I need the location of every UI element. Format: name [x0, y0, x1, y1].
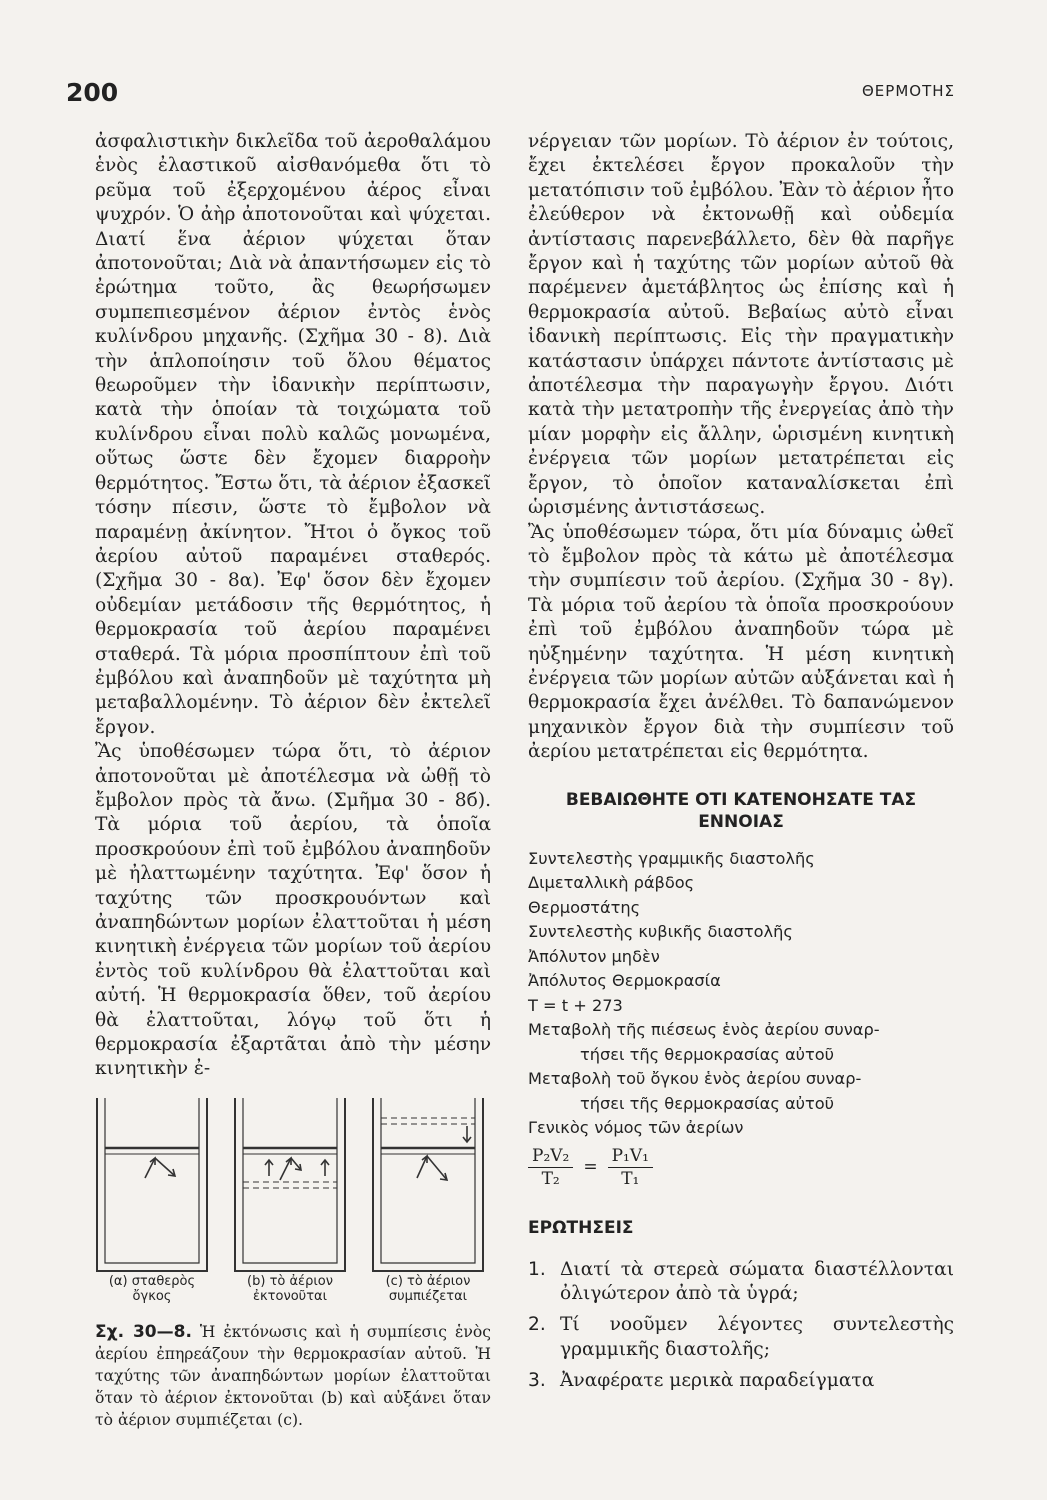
concept-item: Διμεταλλικὴ ράβδος	[528, 873, 695, 893]
questions-list	[528, 1258, 954, 1394]
question-item: 1. Διατί τὰ στερεὰ σώματα διαστέλλονται ὀλιγώτερον ἀπὸ τὰ ὑγρά;	[528, 1258, 954, 1305]
figure-number: Σχ. 30—8.	[95, 1321, 192, 1342]
cylinder-diagram	[95, 1096, 491, 1276]
concept-item: Συντελεστὴς γραμμικῆς διαστολῆς	[528, 848, 815, 868]
formula-equals: =	[583, 1156, 598, 1177]
figure-caption-text: Ἡ ἐκτόνωσις καὶ ἡ συμπίεσις ἑνὸς ἀερίου ἐπηρεάζουν τὴν θερμοκρασίαν αὐτοῦ. Ἡ ταχύτης τῶν ἀναπηδώντων μορίων ἐλαττοῦται ὅταν τὸ ἀέριον ἐκτονοῦται (b) καὶ αὐξάνει ὅταν τὸ ἀέριον συμπιέζεται (c).	[95, 1322, 491, 1429]
running-head: ΘΕΡΜΟΤΗΣ	[862, 82, 955, 100]
left-column	[95, 130, 491, 1431]
gas-law-formula	[528, 1145, 954, 1190]
concepts-title: ΒΕΒΑΙΩΘΗΤΕ ΟΤΙ ΚΑΤΕΝΟΗΣΑΤΕ ΤΑΣ ΕΝΝΟΙΑΣ	[565, 789, 917, 832]
figure-30-8	[95, 1096, 491, 1304]
concept-item: Μεταβολὴ τῆς πιέσεως ἑνὸς ἀερίου συναρ- τήσει τῆς θερμοκρασίας αὐτοῦ	[528, 1020, 880, 1064]
right-column	[528, 130, 954, 1400]
questions-title: ΕΡΩΤΗΣΕΙΣ	[528, 1217, 634, 1238]
concept-item: Θερμοστάτης	[528, 897, 641, 917]
question-item: 2. Τί νοοῦμεν λέγοντες συντελεστὴς γραμμικῆς διαστολῆς;	[528, 1314, 954, 1360]
concept-item: Ἀπόλυτον μηδὲν	[528, 946, 660, 966]
concept-item: Μεταβολὴ τοῦ ὄγκου ἑνὸς ἀερίου συναρ- τήσει τῆς θερμοκρασίας αὐτοῦ	[528, 1069, 862, 1113]
concept-item: Συντελεστὴς κυβικῆς διαστολῆς	[528, 922, 793, 942]
right-body-text: νέργειαν τῶν μορίων. Τὸ ἀέριον ἐν τούτοις, ἔχει ἐκτελέσει ἔργον προκαλοῦν τὴν μετατόπισιν τοῦ ἐμβόλου. Ἐὰν τὸ ἀέριον ἦτο ἐλεύθερον νὰ ἐκτονωθῇ καὶ οὐδεμία ἀντίστασις παρενεβάλλετο, δὲν θὰ παρῆγε ἔργον καὶ ἡ ταχύτης τῶν μορίων αὐτοῦ θὰ παρέμενεν ἀμετάβλητος ὡς ἐπίσης καὶ ἡ θερμοκρασία αὐτοῦ. Βεβαίως αὐτὸ εἶναι ἰδανικὴ περίπτωσις. Εἰς τὴν πραγματικὴν κατάστασιν ὑπάρχει πάντοτε ἀντίστασις μὲ ἀποτέλεσμα τὴν παραγωγὴν ἔργου. Διότι κατὰ τὴν μετατροπὴν τῆς ἐνεργείας ἀπὸ τὴν μίαν μορφὴν εἰς ἄλλην, ὡρισμένη κινητικὴ ἐνέργεια τῶν μορίων μετατρέπεται εἰς ἔργον, τὸ ὁποῖον καταναλίσκεται ἐπὶ ὡρισμένης ἀντιστάσεως. Ἂς ὑποθέσωμεν τώρα, ὅτι μία δύναμις ὠθεῖ τὸ ἔμβολον πρὸς τὰ κάτω μὲ ἀποτέλεσμα τὴν συμπίεσιν τοῦ ἀερίου. (Σχῆμα 30 - 8γ). Τὰ μόρια τοῦ ἀερίου τὰ ὁποῖα προσκρούουν ἐπὶ τοῦ ἐμβόλου ἀναπηδοῦν τώρα μὲ ηὐξημένην ταχύτητα. Ἡ μέση κινητικὴ ἐνέργεια τῶν μορίων αὐτῶν αὐξάνεται καὶ ἡ θερμοκρασία ἔχει ἀνέλθει. Τὸ δαπανώμενον μηχανικὸν ἔργον διὰ τὴν συμπίεσιν τοῦ ἀερίου μετατρέπεται εἰς θερμότητα.	[528, 131, 955, 763]
formula-rhs: $\frac{\text{P₁V₁}}{\text{T₁}}$	[608, 1145, 653, 1190]
page-number: 200	[66, 78, 119, 107]
concepts-list	[528, 847, 954, 1190]
left-body-text: ἀσφαλιστικὴν δικλεῖδα τοῦ ἀεροθαλάμου ἑνὸς ἐλαστικοῦ αἰσθανόμεθα ὅτι τὸ ρεῦμα τοῦ ἐξερχομένου ἀέρος εἶναι ψυχρόν. Ὁ ἀὴρ ἀποτονοῦται καὶ ψύχεται. Διατί ἕνα ἀέριον ψύχεται ὅταν ἀποτονοῦται; Διὰ νὰ ἀπαντήσωμεν εἰς τὸ ἐρώτημα τοῦτο, ἂς θεωρήσωμεν συμπεπιεσμένον ἀέριον ἐντὸς ἑνὸς κυλίνδρου μηχανῆς. (Σχῆμα 30 - 8). Διὰ τὴν ἁπλοποίησιν τοῦ ὅλου θέματος θεωροῦμεν τὴν ἰδανικὴν περίπτωσιν, κατὰ τὴν ὁποίαν τὰ τοιχώματα τοῦ κυλίνδρου εἶναι πολὺ καλῶς μονωμένα, οὕτως ὥστε δὲν ἔχομεν διαρροὴν θερμότητος. Ἔστω ὅτι, τὰ ἀέριον ἐξασκεῖ τόσην πίεσιν, ὥστε τὸ ἔμβολον νὰ παραμένῃ ἀκίνητον. Ἤτοι ὁ ὄγκος τοῦ ἀερίου αὐτοῦ παραμένει σταθερός. (Σχῆμα 30 - 8α). Ἐφ' ὅσον δὲν ἔχομεν οὐδεμίαν μετάδοσιν τῆς θερμότητος, ἡ θερμοκρασία τοῦ ἀερίου παραμένει σταθερά. Τὰ μόρια προσπίπτουν ἐπὶ τοῦ ἐμβόλου καὶ ἀναπηδοῦν μὲ ταχύτητα μὴ μεταβαλλομένην. Τὸ ἀέριον δὲν ἐκτελεῖ ἔργον. Ἂς ὑποθέσωμεν τώρα ὅτι, τὸ ἀέριον ἀποτονοῦται μὲ ἀποτέλεσμα νὰ ὠθῇ τὸ ἔμβολον πρὸς τὰ ἄνω. (Σμῆμα 30 - 8б). Τὰ μόρια τοῦ ἀερίου, τὰ ὁποῖα προσκρούουν ἐπὶ τοῦ ἐμβόλου ἀναπηδοῦν μὲ ἠλαττωμένην ταχύτητα. Ἐφ' ὅσον ἡ ταχύτης τῶν προσκρουόντων καὶ ἀναπηδώντων μορίων ἐλαττοῦται ἡ μέση κινητικὴ ἐνέργεια τῶν μορίων τοῦ ἀερίου ἐντὸς τοῦ κυλίνδρου θὰ ἐλαττοῦται καὶ αὐτή. Ἡ θερμοκρασία ὅθεν, τοῦ ἀερίου θὰ ἐλαττοῦται, λόγῳ τοῦ ὅτι ἡ θερμοκρασία ἐξαρτᾶται ἀπὸ τὴν μέσην κινητικὴν ἐ-	[95, 131, 491, 1080]
formula-lhs: $\frac{\text{P₂V₂}}{\text{T₂}}$	[528, 1145, 573, 1190]
cylinder-b	[235, 1098, 345, 1271]
figure-label-b: (b) τὸ ἀέριον ἐκτονοῦται	[247, 1273, 333, 1304]
figure-caption	[95, 1321, 491, 1431]
concept-item: T = t + 273	[528, 995, 623, 1015]
cylinder-a	[97, 1098, 207, 1271]
concept-item: Γενικὸς νόμος τῶν ἀερίων	[528, 1118, 744, 1138]
question-item: 3. Ἀναφέρατε μερικὰ παραδείγματα	[528, 1369, 875, 1391]
concept-item: Ἀπόλυτος Θερμοκρασία	[528, 971, 721, 991]
figure-label-c: (c) τὸ ἀέριον συμπιέζεται	[385, 1273, 471, 1304]
figure-label-a: (α) σταθερὸς ὄγκος	[108, 1273, 196, 1304]
